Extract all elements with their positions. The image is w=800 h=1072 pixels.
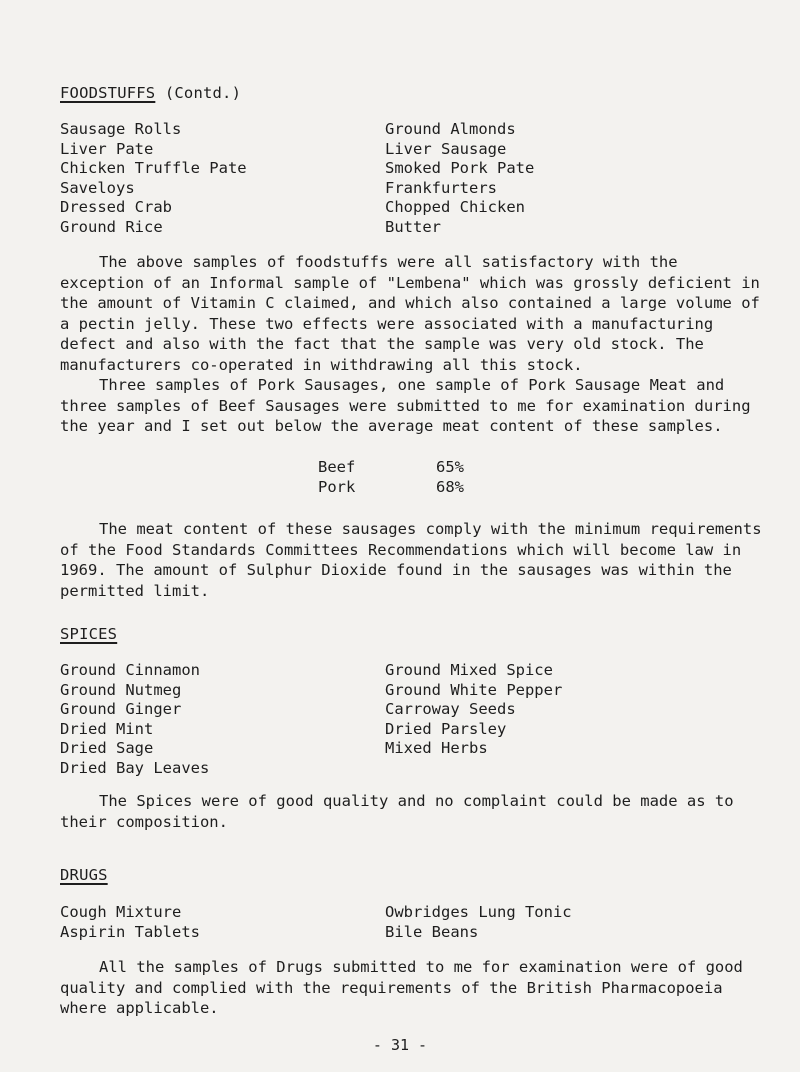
list-item: Dried Sage	[60, 739, 154, 757]
list-item: Smoked Pork Pate	[385, 159, 535, 177]
list-item: Dressed Crab	[60, 198, 172, 216]
meat-content-table	[318, 457, 464, 497]
table-row: Pork 68%	[318, 478, 464, 496]
list-item: Chicken Truffle Pate	[60, 159, 247, 177]
list-item: Butter	[385, 217, 441, 236]
list-item: Ground Ginger	[60, 700, 182, 718]
foodstuffs-paragraph-3: The meat content of these sausages comply with the minimum requirements of the Food Standards Committees Recommendations which will become law in 1969. The amount of Sulphur Dioxide found in the sausages was within the permitted limit.	[60, 520, 762, 600]
drugs-right-column	[385, 903, 572, 942]
table-row: Beef 65%	[318, 458, 464, 476]
list-item: Saveloys	[60, 178, 135, 197]
list-item: Mixed Herbs	[385, 739, 488, 757]
page-number: - 31 -	[372, 1036, 428, 1054]
drugs-paragraph: All the samples of Drugs submitted to me for examination were of good quality and complied with the requirements of the British Pharmacopoeia where applicable.	[60, 958, 743, 1017]
list-item: Ground Cinnamon	[60, 661, 200, 679]
spices-left-column	[60, 661, 209, 778]
list-item: Ground Rice	[60, 217, 163, 236]
spices-right-column	[385, 661, 562, 759]
list-item: Carroway Seeds	[385, 700, 516, 718]
list-item: Ground White Pepper	[385, 680, 563, 699]
list-item: Liver Pate	[60, 139, 154, 158]
list-item: Bile Beans	[385, 922, 479, 941]
list-item: Ground Almonds	[385, 120, 516, 138]
list-item: Dried Parsley	[385, 719, 507, 738]
list-item: Sausage Rolls	[60, 120, 182, 138]
list-item: Owbridges Lung Tonic	[385, 903, 572, 921]
drugs-left-column	[60, 903, 200, 942]
list-item: Frankfurters	[385, 178, 497, 197]
list-item: Cough Mixture	[60, 903, 182, 921]
list-item: Ground Nutmeg	[60, 680, 182, 699]
foodstuffs-paragraph-2: Three samples of Pork Sausages, one sample of Pork Sausage Meat and three samples of Beef Sausages were submitted to me for examination during the year and I set out below the average meat content of these samples.	[60, 376, 751, 435]
spices-paragraph: The Spices were of good quality and no complaint could be made as to their composition.	[60, 792, 734, 831]
list-item: Ground Mixed Spice	[385, 661, 553, 679]
drugs-heading: DRUGS	[60, 866, 108, 884]
foodstuffs-heading: FOODSTUFFS (Contd.)	[60, 84, 242, 102]
list-item: Liver Sausage	[385, 139, 507, 158]
list-item: Chopped Chicken	[385, 198, 525, 216]
list-item: Dried Bay Leaves	[60, 758, 210, 777]
list-item: Aspirin Tablets	[60, 922, 200, 941]
foodstuffs-paragraph-1: The above samples of foodstuffs were all satisfactory with the exception of an Informal sample of "Lembena" which was grossly deficient in the amount of Vitamin C claimed, and which also contained a large volume of a pectin jelly. These two effects were associated with a manufacturing defect and also with the fact that the sample was very old stock. The manufacturers co-operated in withdrawing all this stock.	[60, 253, 760, 374]
foodstuffs-right-column	[385, 120, 534, 237]
list-item: Dried Mint	[60, 719, 154, 738]
foodstuffs-left-column	[60, 120, 247, 237]
spices-heading: SPICES	[60, 625, 118, 643]
